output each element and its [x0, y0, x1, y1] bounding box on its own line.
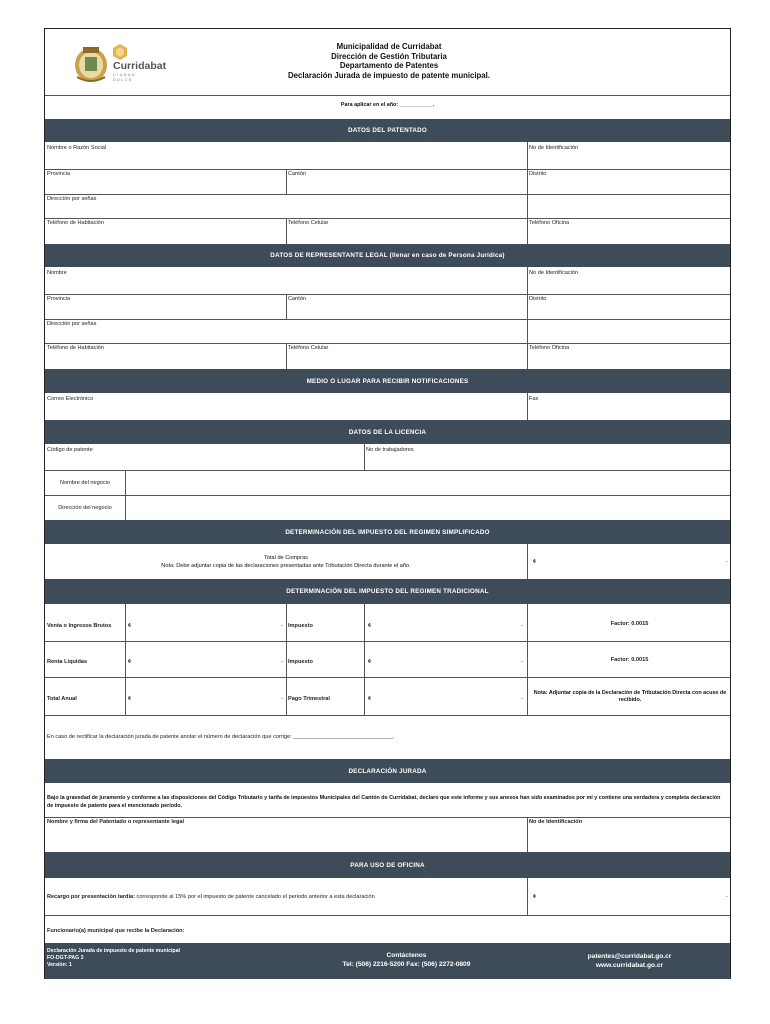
representante-tel-oficina-label: Teléfono Oficina	[529, 345, 570, 351]
total-compras-block	[45, 554, 527, 570]
pago-trimestral-dash: -	[521, 696, 523, 702]
footer-links	[527, 952, 732, 970]
renta-label: Renta Líquidas	[47, 659, 88, 665]
funcionario-label: Funcionario(a) municipal que recibe la Declaración:	[47, 928, 185, 934]
impuesto-label-1: Impuesto	[288, 623, 313, 629]
renta-dash: -	[281, 659, 283, 665]
factor-note-2: Factor: 0.0015	[610, 657, 649, 663]
patentado-tel-habitacion-label: Teléfono de Habitación	[47, 220, 104, 226]
simplificado-dash: -	[726, 559, 728, 565]
patentado-tel-oficina-label: Teléfono Oficina	[529, 220, 570, 226]
recargo-bold: Recargo por presentación tardía:	[47, 894, 135, 900]
tributacion-note: Nota: Adjuntar copia de la Declaración de Tributación Directa con acuse de recibido.	[533, 690, 727, 704]
rectificar-line: En caso de rectificar la declaración jurada de patente anotar el número de declaración que corrige: ________________________________.	[47, 734, 395, 740]
representante-distrito-label: Distrito	[529, 296, 547, 302]
patentado-canton-label: Cantón	[288, 171, 307, 177]
total-anual-label: Total Anual	[47, 696, 77, 702]
section-oficina: PARA USO DE OFICINA	[45, 852, 730, 878]
total-anual-dash: -	[281, 696, 283, 702]
correo-label: Correo Electrónico	[47, 396, 94, 402]
impuesto-dash-1: -	[521, 623, 523, 629]
logo-name: Curridabat	[113, 60, 167, 72]
recargo-currency: ¢	[533, 894, 537, 900]
representante-tel-habitacion-label: Teléfono de Habitación	[47, 345, 104, 351]
footer-email-link[interactable]: patentes@curridabat.go.cr	[587, 953, 672, 960]
footer-contact-phone: Tel: (506) 2216-5200 Fax: (506) 2272-0809	[342, 961, 471, 968]
section-patentado: DATOS DEL PATENTADO	[45, 119, 730, 142]
fax-label: Fax	[529, 396, 539, 402]
section-representante: DATOS DE REPRESENTANTE LEGAL (llenar en caso de Persona Jurídica)	[45, 244, 730, 267]
section-simplificado: DETERMINACIÓN DEL IMPUESTO DEL REGIMEN SIMPLIFICADO	[45, 520, 730, 544]
impuesto-currency-1: ¢	[368, 623, 372, 629]
logo-tagline: CIUDAD DULCE	[113, 73, 136, 82]
pago-trimestral-currency: ¢	[368, 696, 372, 702]
patentado-direccion-label: Dirección por señas	[47, 196, 97, 202]
patentado-identificacion-label: No de Identificación	[529, 145, 579, 151]
venta-currency: ¢	[128, 623, 132, 629]
patentado-provincia-label: Provincia	[47, 171, 71, 177]
patentado-distrito-label: Distrito	[529, 171, 547, 177]
impuesto-currency-2: ¢	[368, 659, 372, 665]
section-licencia: DATOS DE LA LICENCIA	[45, 420, 730, 444]
page-title: Municipalidad de Curridabat Dirección de Gestión Tributaria Departamento de Patentes Declaración Jurada de impuesto de patente municipal.	[288, 42, 490, 80]
declaracion-identificacion-label: No de Identificación	[529, 819, 583, 825]
representante-identificacion-label: No de Identificación	[529, 270, 579, 276]
direccion-negocio-label: Dirección del negocio	[58, 505, 112, 511]
municipal-seal-icon	[71, 43, 111, 85]
pago-trimestral-label: Pago Trimestral	[288, 696, 330, 702]
recargo-dash: -	[726, 894, 728, 900]
factor-note-1: Factor: 0.0015	[610, 621, 649, 627]
representante-direccion-label: Dirección por señas	[47, 321, 97, 327]
representante-provincia-label: Provincia	[47, 296, 71, 302]
simplificado-currency: ¢	[533, 559, 537, 565]
representante-nombre-label: Nombre	[47, 270, 67, 276]
representante-canton-label: Cantón	[288, 296, 307, 302]
representante-tel-celular-label: Teléfono Celular	[288, 345, 329, 351]
recargo-line	[47, 894, 375, 900]
recargo-text: corresponde al 15% por el impuesto de patente cancelado el periodo anterior a esta declaración	[134, 894, 375, 900]
patentado-tel-celular-label: Teléfono Celular	[288, 220, 329, 226]
simplificado-nota: Nota: Debe adjuntar copia de las declaraciones presentadas ante Tributación Directa durante el año.	[161, 563, 411, 569]
impuesto-label-2: Impuesto	[288, 659, 313, 665]
footer-contact-title: Contáctenos	[386, 952, 427, 959]
declaracion-texto: Bajo la gravedad de juramento y conforme a las disposiciones del Código Tributario y tarifa de impuestos Municipales del Cantón de Curridabat, declaro que este informe y sus anexos han sido examinados por mí y contiene una verdadera y completa declaración de impuesto de patente para el mencionado período.	[47, 795, 721, 809]
footer-contact	[286, 951, 527, 969]
section-notificaciones: MEDIO O LUGAR PARA RECIBIR NOTIFICACIONES	[45, 369, 730, 393]
impuesto-dash-2: -	[521, 659, 523, 665]
year-line: Para aplicar en el año: ___________.	[340, 102, 435, 108]
renta-currency: ¢	[128, 659, 132, 665]
footer	[45, 943, 730, 979]
venta-dash: -	[281, 623, 283, 629]
total-compras-label: Total de Compras	[264, 555, 308, 561]
curridabat-logo-icon	[113, 44, 127, 60]
trabajadores-label: No de trabajadores	[366, 447, 414, 453]
section-tradicional: DETERMINACIÓN DEL IMPUESTO DEL REGIMEN TRADICIONAL	[45, 579, 730, 604]
nombre-negocio-label: Nombre del negocio	[59, 480, 111, 486]
patent-declaration-form	[44, 28, 731, 979]
footer-doc-info: Declaración Jurada de impuesto de patente municipal FO-DGT-PAG 3 Versión: 1	[47, 948, 180, 968]
patentado-nombre-label: Nombre o Razón Social	[47, 145, 107, 151]
firma-label: Nombre y firma del Patentado o representante legal	[47, 819, 185, 825]
total-anual-currency: ¢	[128, 696, 132, 702]
footer-web-link[interactable]: www.curridabat.go.cr	[595, 962, 664, 969]
section-declaracion: DECLARACIÓN JURADA	[45, 759, 730, 783]
venta-label: Venta o Ingresos Brutos	[47, 623, 112, 629]
codigo-patente-label: Código de patente	[47, 447, 93, 453]
